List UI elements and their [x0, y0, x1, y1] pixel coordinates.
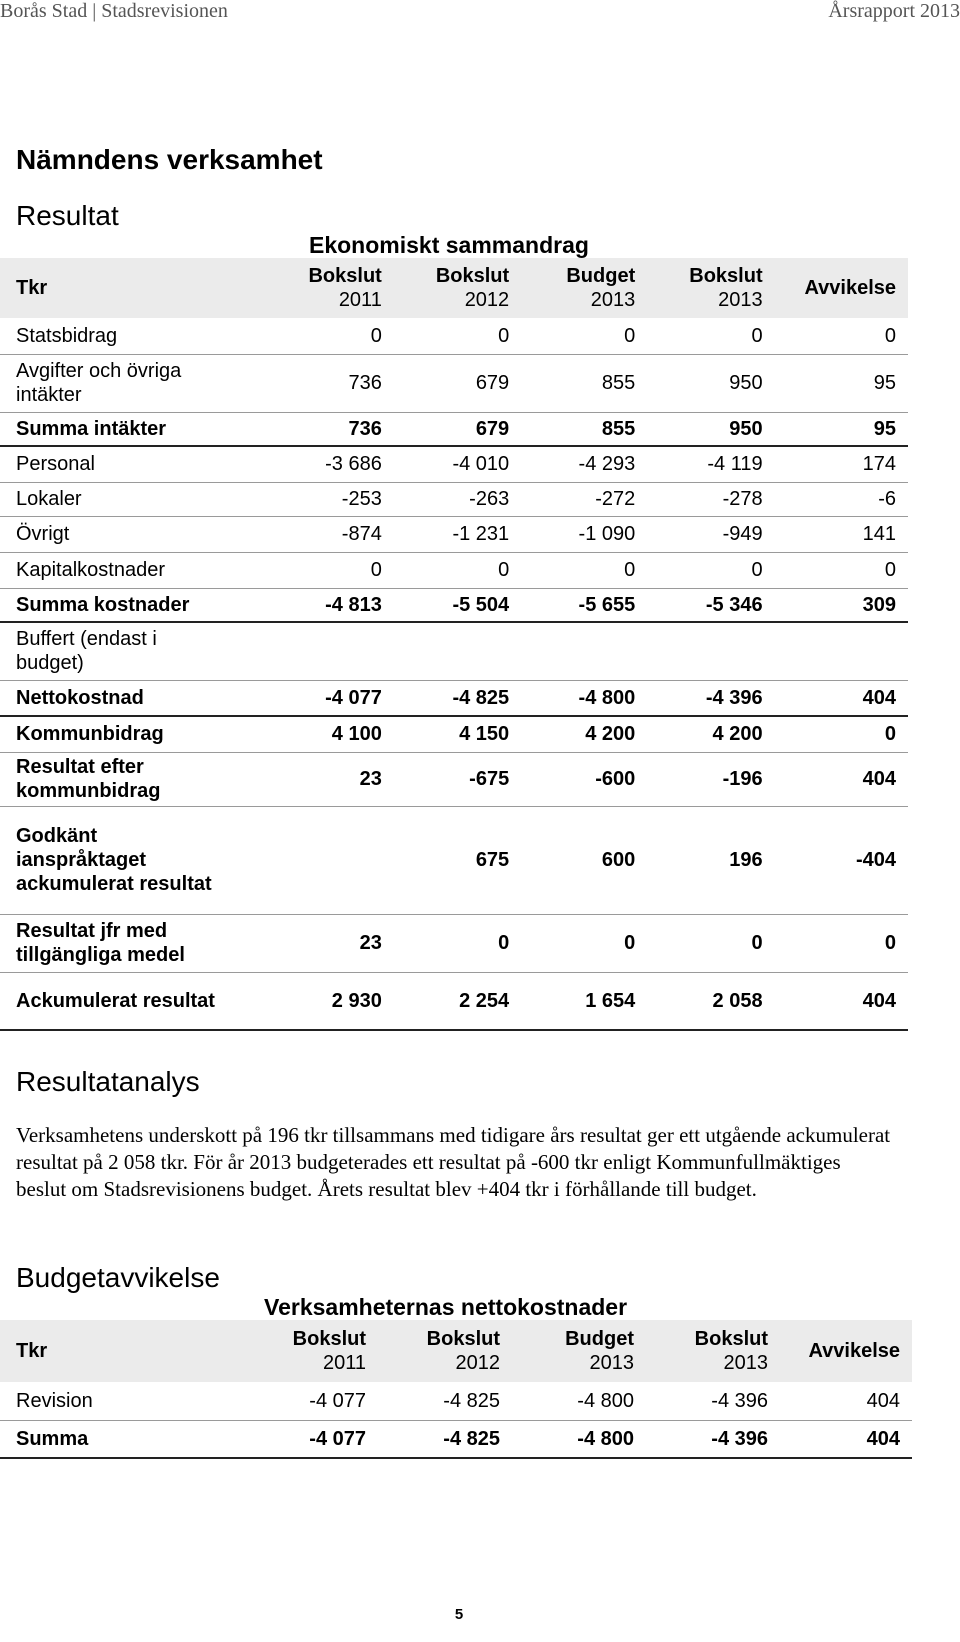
- row-label: Resultat jfr med tillgängliga medel: [16, 920, 185, 966]
- table-row: [0, 680, 908, 716]
- row-label: Kapitalkostnader: [16, 559, 165, 581]
- table1-header-tkr: Tkr: [16, 277, 48, 299]
- cell-value: -6: [878, 488, 896, 510]
- cell-value: -4 396: [711, 1389, 768, 1412]
- cell-value: 2 254: [459, 989, 510, 1012]
- cell-value: 736: [348, 417, 382, 440]
- cell-value: 0: [751, 932, 763, 954]
- cell-value: [394, 622, 521, 680]
- table1-header-row: [0, 258, 908, 318]
- cell-value: -4 396: [711, 1427, 768, 1450]
- cell-value: [775, 622, 908, 680]
- cell-value: [292, 622, 393, 680]
- cell-value: -253: [341, 488, 382, 510]
- cell-value: -4 800: [578, 686, 636, 709]
- cell-value: 0: [624, 559, 636, 581]
- table-row: [0, 588, 908, 622]
- page-title: Nämndens verksamhet: [16, 144, 323, 175]
- cell-value: -675: [469, 768, 510, 790]
- cell-value: 0: [498, 324, 510, 347]
- cell-value: -272: [595, 488, 636, 510]
- row-label: Revision: [16, 1389, 93, 1412]
- row-label: Summa kostnader: [16, 593, 190, 616]
- cell-value: 950: [729, 417, 763, 440]
- page-number: 5: [454, 1606, 464, 1623]
- cell-value: 736: [348, 372, 382, 394]
- cell-value: 23: [359, 768, 382, 790]
- header-report-title: Årsrapport 2013: [828, 0, 960, 22]
- cell-value: 679: [475, 372, 510, 394]
- table2-header-col: Bokslut 2011: [292, 1328, 366, 1374]
- cell-value: -4 825: [443, 1427, 500, 1450]
- cell-value: 855: [601, 417, 636, 440]
- cell-value: -4 077: [309, 1389, 366, 1412]
- cell-value: 4 100: [331, 723, 382, 746]
- table-row: [0, 412, 908, 446]
- cell-value: -5 655: [578, 593, 636, 616]
- analysis-paragraph: Verksamhetens underskott på 196 tkr tillsammans med tidigare års resultat ger ett utgående ackumulerat resultat på 2 058 tkr. För år 2013 budgeterades ett resultat på -600 tkr enligt Kommunfullmäktiges beslut om Stadsrevisionens budget. Årets resultat blev +404 tkr i förhållande till budget.: [16, 1123, 891, 1201]
- cell-value: 2 058: [712, 989, 763, 1012]
- row-label: Ackumulerat resultat: [16, 989, 215, 1012]
- page-header: [0, 0, 960, 26]
- cell-value: 309: [862, 593, 896, 616]
- row-label: Statsbidrag: [16, 324, 118, 347]
- row-label: Resultat efter kommunbidrag: [16, 756, 161, 802]
- cell-value: 0: [624, 932, 636, 954]
- cell-value: 0: [498, 559, 510, 581]
- cell-value: -4 813: [325, 593, 382, 616]
- cell-value: -4 800: [577, 1389, 634, 1412]
- row-label: Godkänt ianspråktaget ackumulerat resultat: [16, 825, 212, 895]
- cell-value: -1 231: [452, 523, 510, 545]
- table2-header-avvikelse: Avvikelse: [808, 1340, 900, 1362]
- cell-value: -4 077: [325, 686, 382, 709]
- table1-header-col: Bokslut 2013: [689, 265, 763, 311]
- cell-value: -4 825: [452, 686, 510, 709]
- section-heading-resultat: Resultat: [16, 200, 119, 231]
- cell-value: 0: [751, 324, 763, 347]
- row-label: Övrigt: [16, 523, 70, 545]
- header-organization: Borås Stad | Stadsrevisionen: [0, 0, 228, 22]
- cell-value: -5 504: [452, 593, 510, 616]
- table2-header-tkr: Tkr: [16, 1340, 48, 1362]
- cell-value: 141: [862, 523, 896, 545]
- cell-value: -4 077: [309, 1427, 366, 1450]
- table2-header-col: Budget 2013: [565, 1328, 634, 1374]
- table-row: [0, 622, 908, 680]
- cell-value: -263: [469, 488, 510, 510]
- row-label: Summa: [16, 1427, 89, 1450]
- cell-value: 0: [370, 324, 382, 347]
- cell-value: -4 010: [452, 453, 510, 476]
- table1-header-col: Budget 2013: [566, 265, 636, 311]
- row-label: Buffert (endast i budget): [16, 628, 157, 675]
- cell-value: 0: [884, 723, 896, 746]
- table2-header-col: Bokslut 2012: [426, 1328, 500, 1374]
- cell-value: 196: [729, 849, 763, 871]
- cell-value: 4 200: [585, 723, 636, 746]
- cell-value: 174: [862, 453, 896, 476]
- cell-value: 404: [866, 1389, 900, 1412]
- cell-value: [647, 622, 774, 680]
- cell-value: -949: [722, 523, 763, 545]
- cell-value: -1 090: [578, 523, 636, 545]
- cell-value: [521, 622, 647, 680]
- cell-value: 23: [359, 932, 382, 954]
- cell-value: 0: [370, 559, 382, 581]
- table1-caption: Ekonomiskt sammandrag: [309, 232, 589, 258]
- section-heading-resultatanalys: Resultatanalys: [16, 1066, 200, 1097]
- cell-value: -4 293: [578, 453, 636, 476]
- row-label: Personal: [16, 453, 95, 476]
- cell-value: -4 119: [707, 453, 763, 476]
- cell-value: 0: [751, 559, 763, 581]
- cell-value: -874: [341, 523, 382, 545]
- table1-header-col: Bokslut 2011: [308, 265, 382, 311]
- table2-header-row: [0, 1320, 912, 1382]
- cell-value: 0: [624, 324, 636, 347]
- cell-value: -196: [722, 768, 763, 790]
- cell-value: 0: [884, 559, 896, 581]
- table2-header-col: Bokslut 2013: [694, 1328, 768, 1374]
- cell-value: 4 200: [712, 723, 763, 746]
- table-row: [0, 1420, 912, 1458]
- table-row: [0, 1382, 912, 1420]
- cell-value: 404: [866, 1427, 900, 1450]
- cell-value: [292, 806, 393, 914]
- table-row: [0, 716, 908, 752]
- cell-value: -600: [595, 768, 636, 790]
- cell-value: 404: [862, 768, 896, 790]
- cell-value: 0: [884, 324, 896, 347]
- cell-value: 95: [873, 372, 896, 394]
- cell-value: -4 825: [443, 1389, 500, 1412]
- section-heading-budgetavvikelse: Budgetavvikelse: [16, 1262, 220, 1293]
- cell-value: -278: [722, 488, 763, 510]
- table-row: [0, 752, 908, 806]
- cell-value: 0: [884, 932, 896, 954]
- cell-value: 0: [498, 932, 510, 954]
- cell-value: 679: [475, 417, 510, 440]
- cell-value: 1 654: [585, 989, 636, 1012]
- row-label: Lokaler: [16, 488, 82, 510]
- table1-header-avvikelse: Avvikelse: [804, 277, 896, 299]
- cell-value: 675: [475, 849, 510, 871]
- cell-value: 95: [873, 417, 896, 440]
- row-label: Kommunbidrag: [16, 723, 164, 746]
- cell-value: 600: [601, 849, 636, 871]
- table-row: [0, 806, 908, 914]
- table2-caption: Verksamheternas nettokostnader: [264, 1294, 628, 1320]
- table-row: [0, 318, 908, 354]
- table-row: [0, 446, 908, 482]
- cell-value: 4 150: [459, 723, 510, 746]
- table-row: [0, 354, 908, 412]
- cell-value: 855: [601, 372, 636, 394]
- table1-header-col: Bokslut 2012: [435, 265, 510, 311]
- cell-value: 404: [862, 686, 896, 709]
- row-label: Summa intäkter: [16, 417, 167, 440]
- cell-value: -5 346: [705, 593, 763, 616]
- cell-value: 950: [729, 372, 763, 394]
- table-row: [0, 914, 908, 972]
- summary-table: [0, 258, 908, 1031]
- table-row: [0, 552, 908, 588]
- cell-value: -3 686: [325, 453, 382, 476]
- cell-value: 2 930: [331, 989, 382, 1012]
- table-row: [0, 482, 908, 516]
- cell-value: -4 800: [577, 1427, 634, 1450]
- cell-value: 404: [862, 989, 896, 1012]
- row-label: Avgifter och övriga intäkter: [16, 360, 182, 406]
- net-costs-table: [0, 1320, 912, 1459]
- row-label: Nettokostnad: [16, 686, 144, 709]
- cell-value: -404: [855, 849, 896, 871]
- table-row: [0, 516, 908, 552]
- table-row: [0, 972, 908, 1030]
- cell-value: -4 396: [705, 686, 763, 709]
